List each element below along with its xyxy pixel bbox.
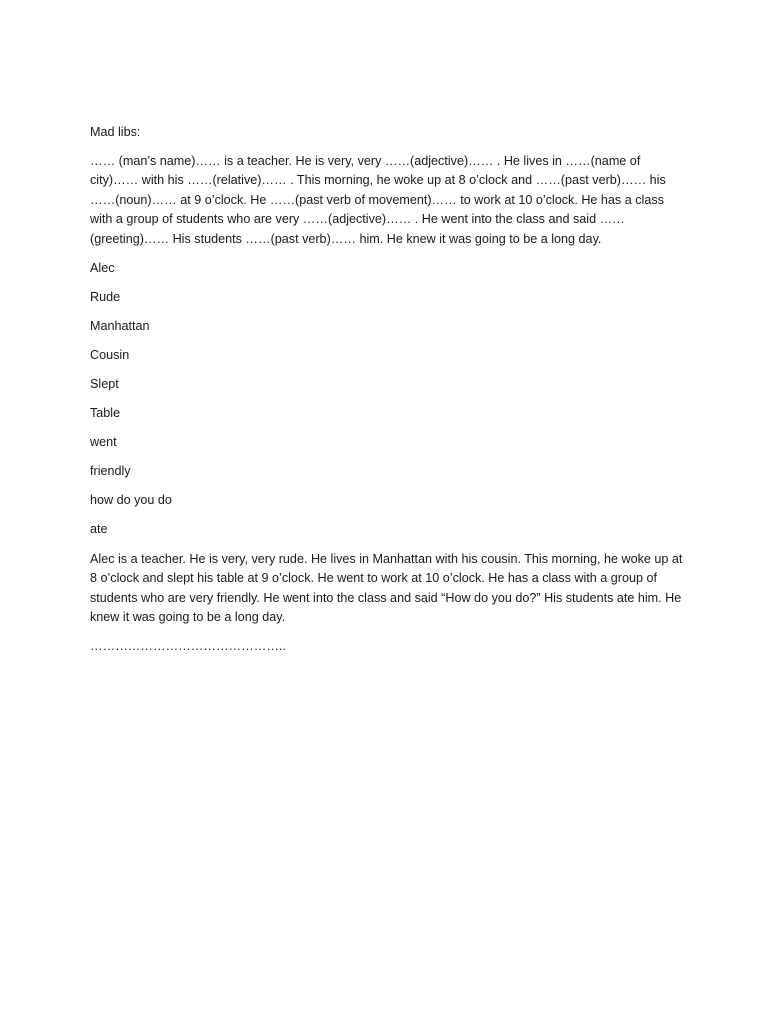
word-list-item: Rude — [90, 289, 121, 304]
word-list-item: Alec — [90, 260, 115, 275]
word-list — [90, 259, 686, 540]
word-list-item: Manhattan — [90, 318, 150, 333]
document-heading: Mad libs: — [90, 125, 141, 139]
mad-libs-template-paragraph: …… (man’s name)…… is a teacher. He is very, very ……(adjective)…… . He lives in ……(name of city)…… with his ……(relative)…… . This morning, he woke up at 8 o’clock and ……(past verb)…… his ……(noun)…… at 9 o’clock. He ……(past verb of movement)…… to work at 10 o’clock. He has a class with a group of students who are very ……(adjective)…… . He went into the class and said ……(greeting)…… His students ……(past verb)…… him. He knew it was going to be a long day. — [90, 153, 666, 246]
completed-story-paragraph: Alec is a teacher. He is very, very rude. He lives in Manhattan with his cousin. This morning, he woke up at 8 o’clock and slept his table at 9 o’clock. He went to work at 10 o’clock. He has a class with a group of students who are very friendly. He went into the class and said “How do you do?” His students ate him. He knew it was going to be a long day. — [90, 551, 683, 625]
document-page — [90, 123, 686, 656]
word-list-item: Cousin — [90, 347, 130, 362]
word-list-item: how do you do — [90, 493, 172, 508]
word-list-item: went — [90, 435, 117, 450]
dotted-separator-line: ……………………………………….. — [90, 638, 286, 653]
word-list-item: friendly — [90, 464, 131, 479]
word-list-item: Table — [90, 406, 121, 421]
word-list-item: Slept — [90, 376, 119, 391]
word-list-item: ate — [90, 522, 108, 537]
